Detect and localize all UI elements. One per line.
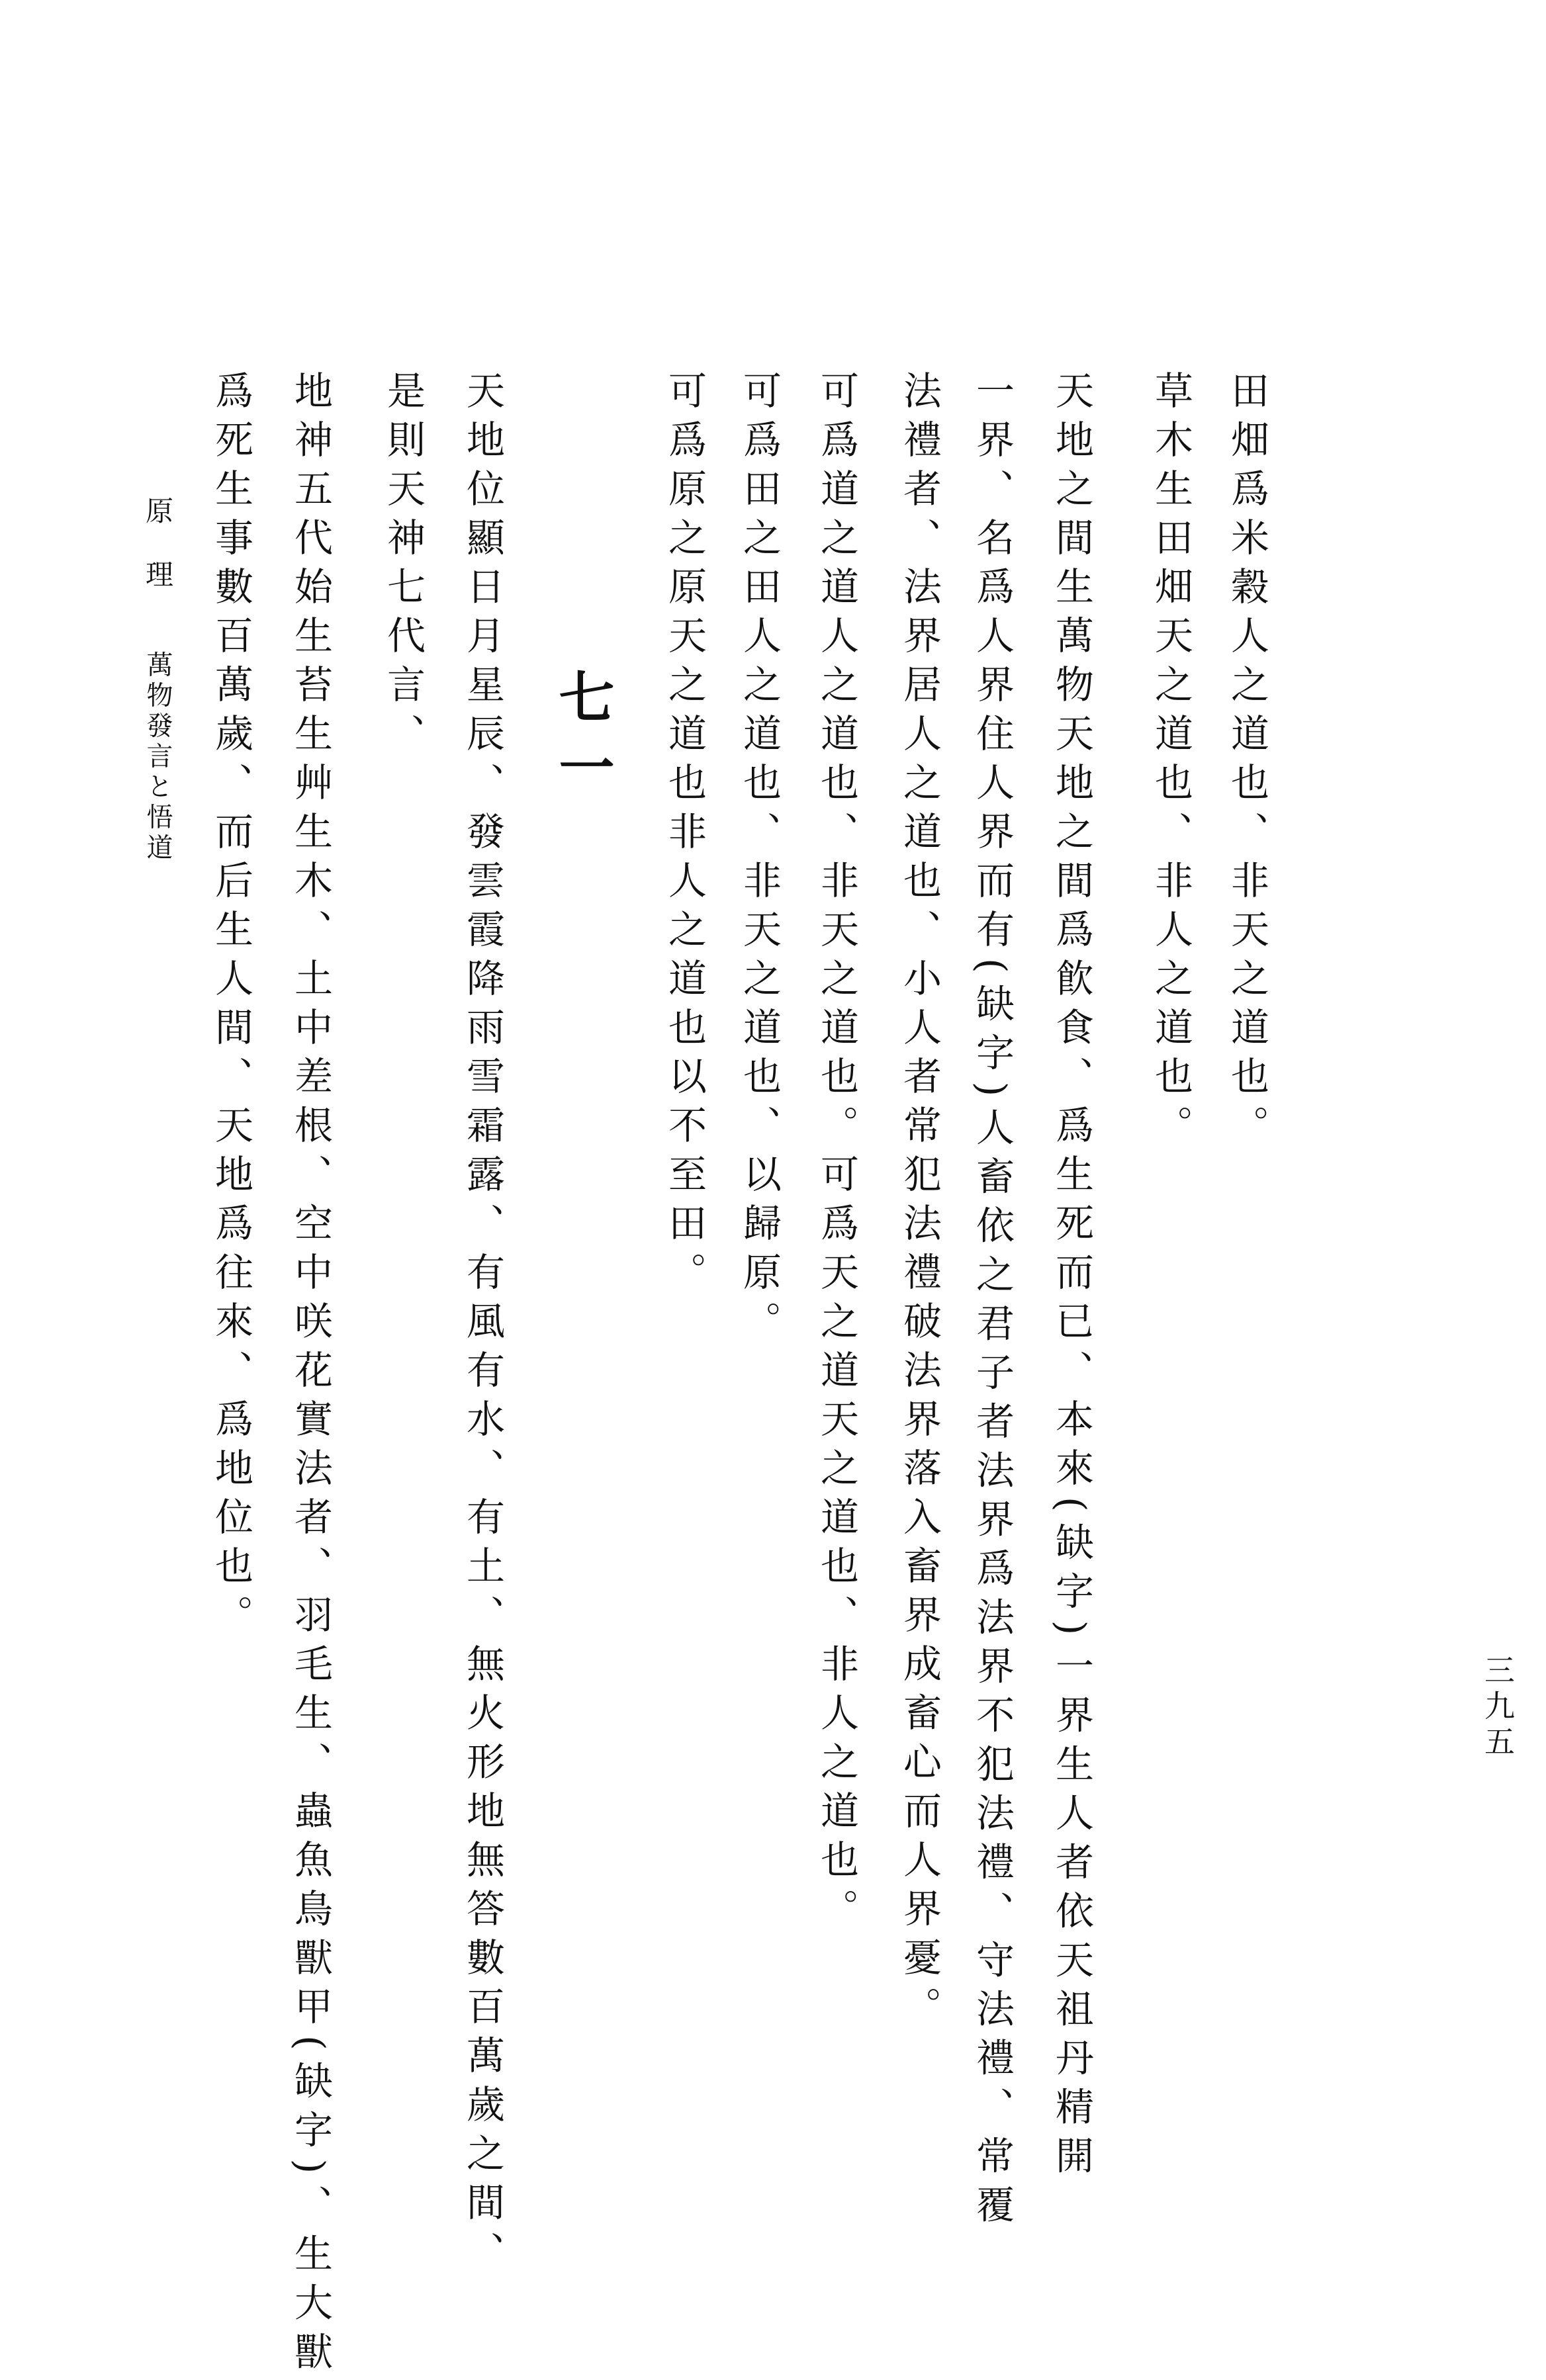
- text-column: 可爲田之田人之道也、非天之道也、以歸原。: [737, 371, 782, 1350]
- text-column: 天地之間生萬物天地之間爲飮食、爲生死而已、本來(缺字)一界生人者依天祖丹精開: [1049, 371, 1094, 2185]
- page-number: 三九五: [1480, 1654, 1516, 1761]
- text-column: 爲死生事數百萬歲、而后生人間、天地爲往來、爲地位也。: [208, 371, 253, 1644]
- text-column: 可爲道之道人之道也、非天之道也。可爲天之道天之道也、非人之道也。: [814, 371, 859, 1937]
- running-head: [138, 496, 177, 863]
- section-number: 七一: [550, 668, 615, 809]
- text-column: 一界、名爲人界住人界而有(缺字)人畜依之君子者法界爲法界不犯法禮、守法禮、常覆: [970, 371, 1015, 2234]
- text-column: 法禮者、法界居人之道也、小人者常犯法禮破法界落入畜界成畜心而人界憂。: [897, 371, 942, 2035]
- chapter-title: 萬物發言と悟道: [142, 650, 173, 864]
- text-column: 天地位顯日月星辰、發雲霞降雨雪霜露、有風有水、有土、無火形地無答數百萬歲之間、: [460, 371, 505, 2280]
- text-column: 是則天神七代言、: [381, 371, 426, 762]
- book-title: 原 理: [142, 496, 174, 592]
- text-column: 地神五代始生苔生艸生木、土中差根、空中咲花實法者、羽毛生、蟲魚鳥獸甲(缺字)、生大獸: [288, 371, 333, 2380]
- text-column: 田畑爲米穀人之道也、非天之道也。: [1224, 371, 1269, 1154]
- text-column: 草木生田畑天之道也、非人之道也。: [1148, 371, 1193, 1154]
- text-column: 可爲原之原天之道也非人之道也以不至田。: [662, 371, 707, 1301]
